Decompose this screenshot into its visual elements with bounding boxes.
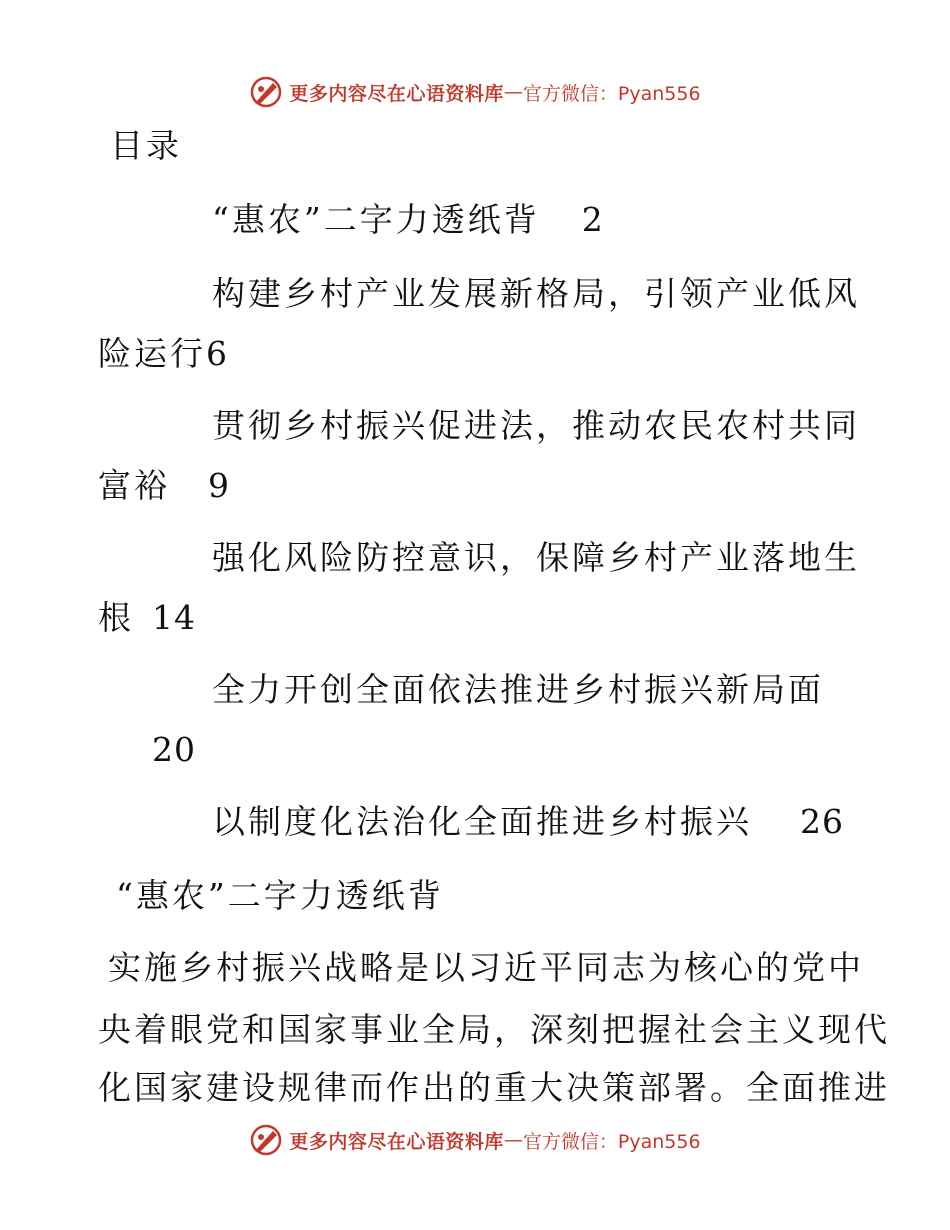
banner-dash: — <box>503 81 523 103</box>
toc-entry-title: 以制度化法治化全面推进乡村振兴 <box>212 802 752 841</box>
toc-entry-3[interactable] <box>212 406 860 446</box>
paragraph-line-3: 化国家建设规律而作出的重大决策部署。全面推进 <box>98 1068 890 1107</box>
toc-heading: 目录 <box>110 126 182 165</box>
paragraph-line-1: 实施乡村振兴战略是以习近平同志为核心的党中 <box>108 948 864 987</box>
toc-entry-4-cont[interactable] <box>98 598 196 638</box>
toc-entry-1[interactable] <box>212 200 604 240</box>
toc-entry-title-cont: 富裕 <box>98 466 170 505</box>
toc-entry-5-cont[interactable] <box>152 730 196 770</box>
banner-wechat: 官方微信：Pyan556 <box>522 1130 701 1153</box>
toc-entry-2-cont[interactable] <box>98 334 228 374</box>
toc-entry-title-cont: 险运行 <box>98 334 206 373</box>
toc-entry-page: 14 <box>152 598 196 637</box>
toc-entry-6[interactable] <box>212 802 844 842</box>
toc-entry-title-cont: 根 <box>98 598 134 637</box>
toc-entry-page: 20 <box>152 730 196 769</box>
header-banner <box>0 72 950 112</box>
toc-entry-page: 2 <box>581 200 604 239</box>
banner-wechat: 官方微信：Pyan556 <box>522 82 701 105</box>
toc-entry-title: “惠农”二字力透纸背 <box>212 200 540 239</box>
banner-dash: — <box>503 1129 523 1151</box>
banner-title: 更多内容尽在心语资料库 <box>289 82 504 105</box>
toc-entry-4[interactable] <box>212 538 860 578</box>
toc-entry-title: 全力开创全面依法推进乡村振兴新局面 <box>212 670 824 709</box>
toc-entry-page: 9 <box>208 466 230 505</box>
pen-logo-icon <box>249 1123 283 1157</box>
toc-entry-2[interactable] <box>212 274 860 314</box>
paragraph-line-2: 央着眼党和国家事业全局，深刻把握社会主义现代 <box>98 1010 890 1049</box>
toc-entry-title: 贯彻乡村振兴促进法，推动农民农村共同 <box>212 406 860 445</box>
toc-entry-title: 构建乡村产业发展新格局，引领产业低风 <box>212 274 860 313</box>
footer-banner <box>0 1120 950 1160</box>
banner-title: 更多内容尽在心语资料库 <box>289 1130 504 1153</box>
toc-entry-page: 6 <box>206 334 228 373</box>
toc-entry-5[interactable] <box>212 670 824 710</box>
section-title: “惠农”二字力透纸背 <box>116 876 444 915</box>
toc-entry-title: 强化风险防控意识，保障乡村产业落地生 <box>212 538 860 577</box>
toc-entry-page: 26 <box>800 802 844 841</box>
toc-entry-3-cont[interactable] <box>98 466 230 506</box>
pen-logo-icon <box>249 75 283 109</box>
